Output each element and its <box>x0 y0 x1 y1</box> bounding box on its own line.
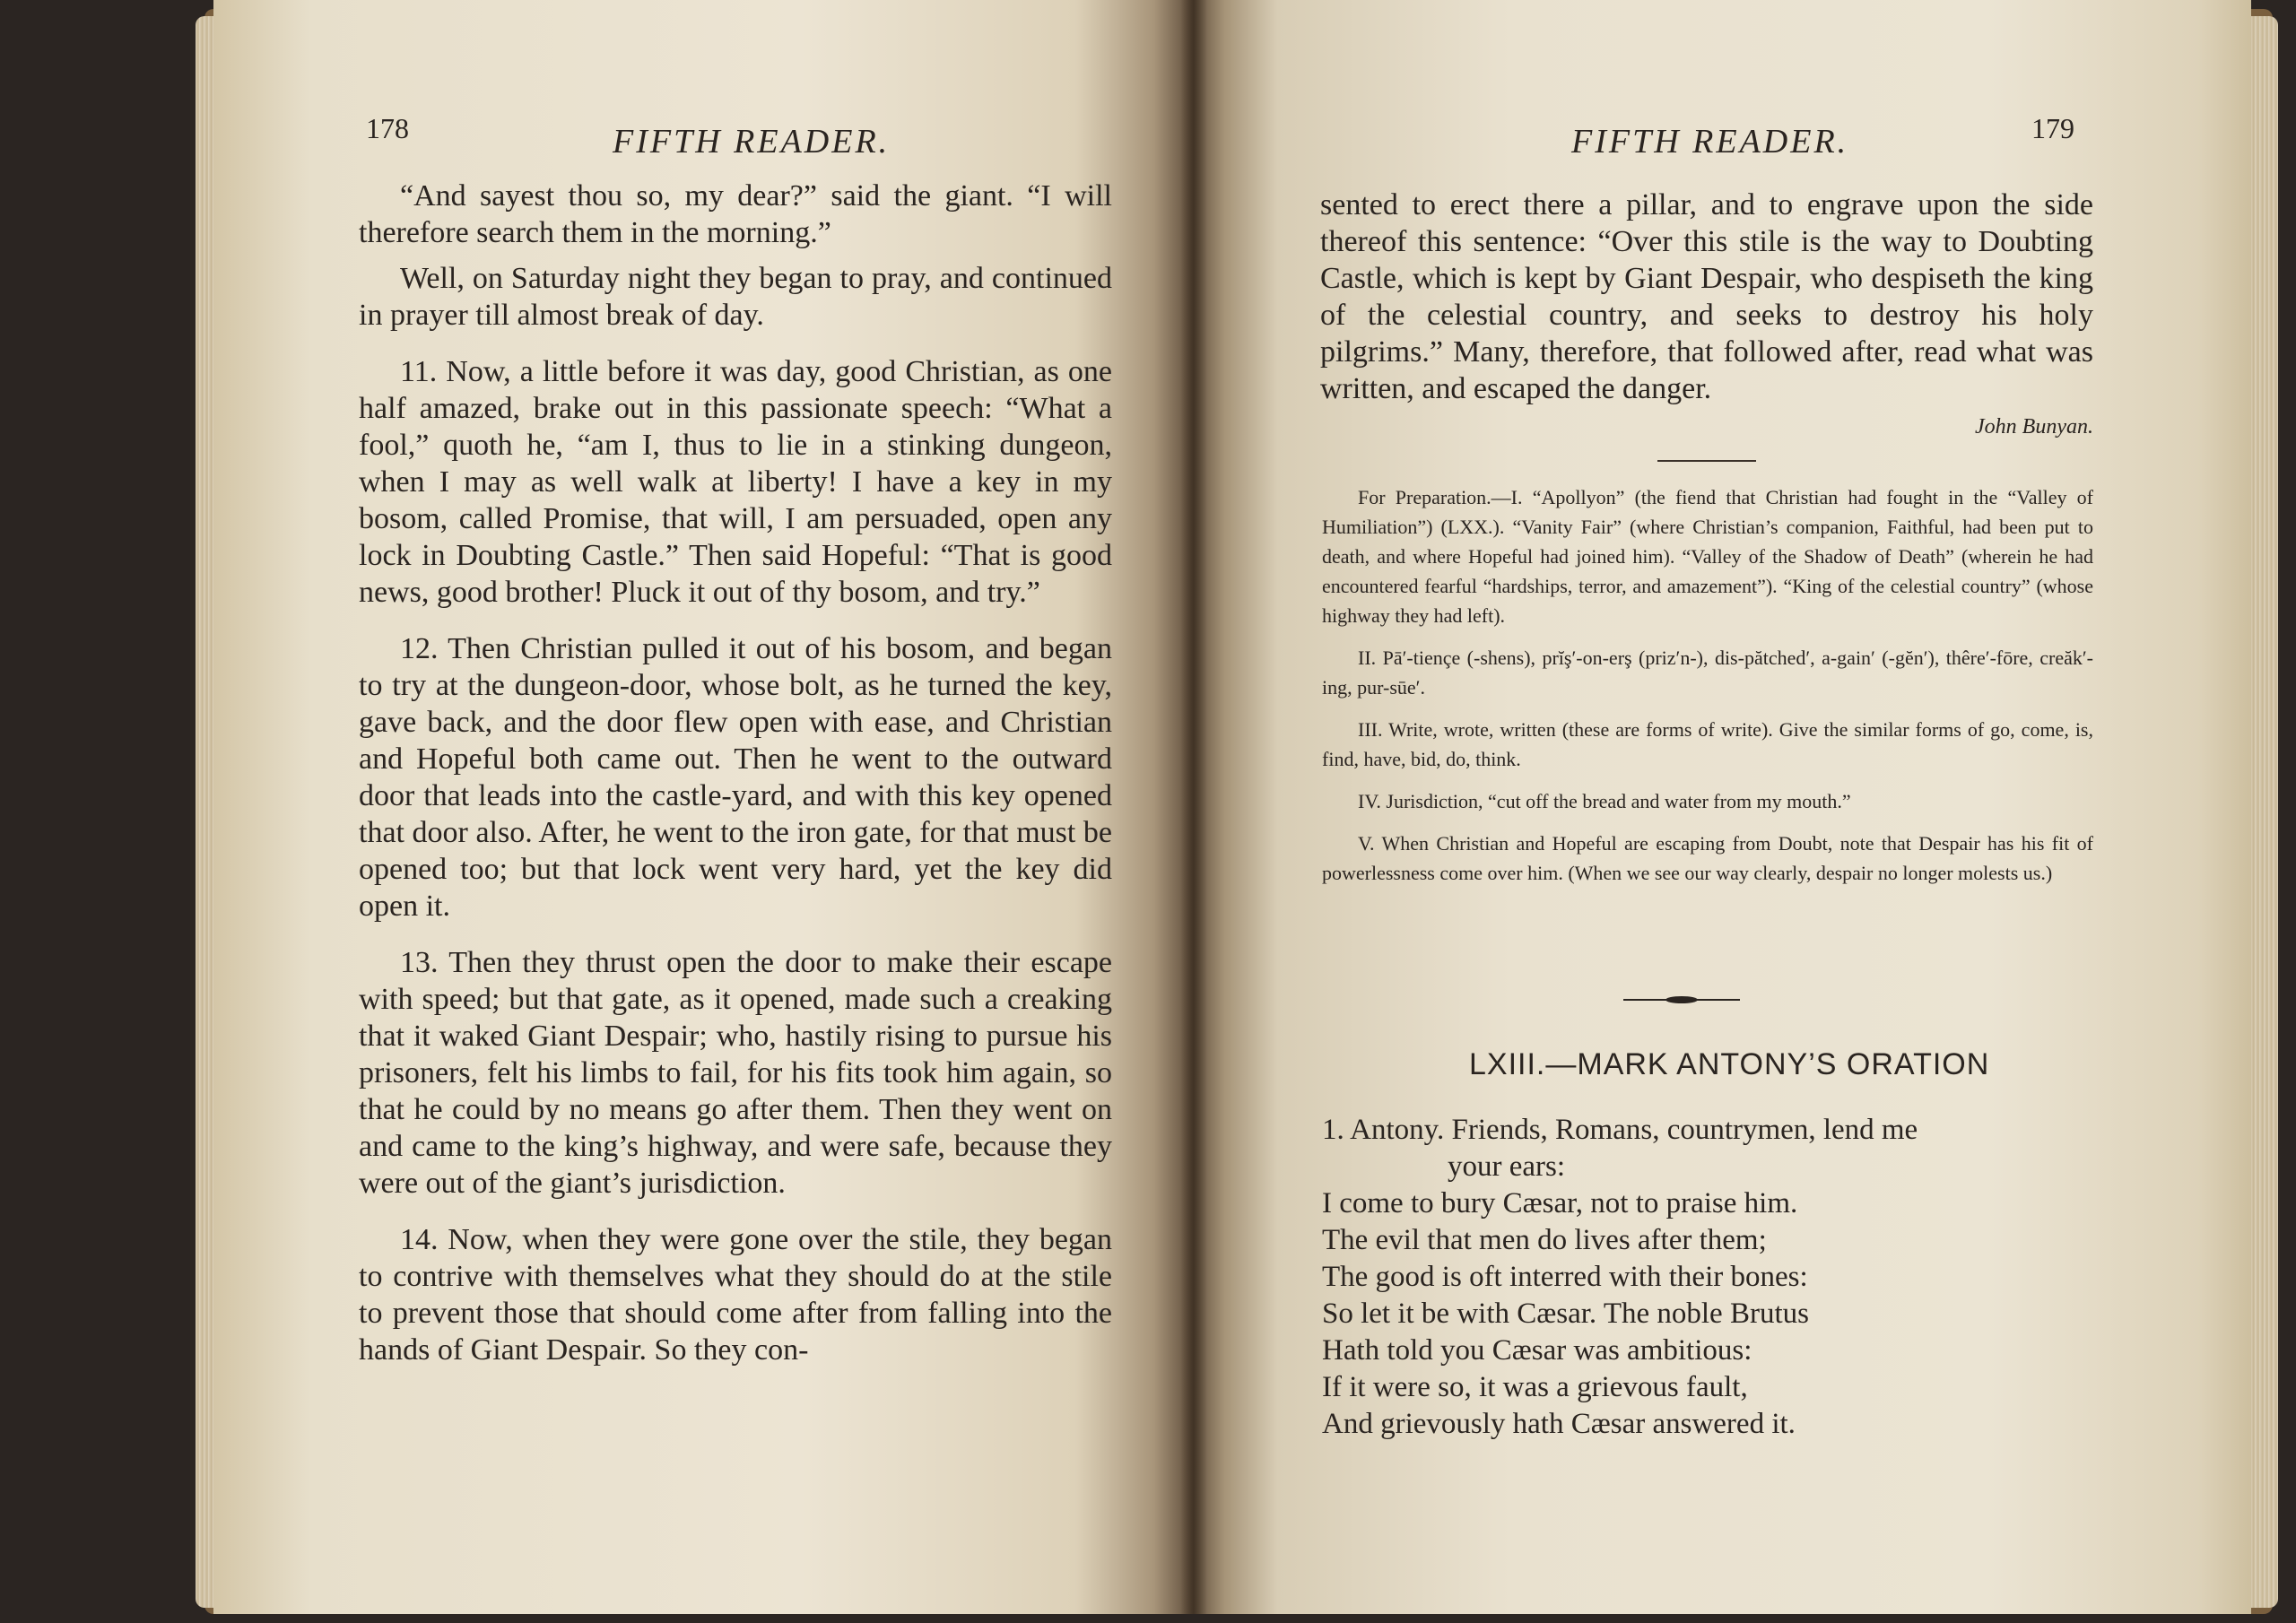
paragraph: “And sayest thou so, my dear?” said the giant. “I will therefore search them in the morning.” <box>359 179 1112 249</box>
verse-line: And grievously hath Cæsar answered it. <box>1322 1408 1796 1440</box>
note-item: IV. Jurisdiction, “cut off the bread and water from my mouth.” <box>1358 790 1851 812</box>
ornament-rule <box>1623 994 1740 1006</box>
divider <box>1657 460 1756 462</box>
note-item: III. Write, wrote, written (these are forms of write). Give the similar forms of go, come, is, find, have, bid, do, think. <box>1322 718 2093 770</box>
verse-line: your ears: <box>1448 1150 1566 1183</box>
verse-line: 1. Antony. Friends, Romans, countrymen, lend me <box>1322 1114 1918 1146</box>
verse-line: The good is oft interred with their bones: <box>1322 1261 1808 1293</box>
verse-line: The evil that men do lives after them; <box>1322 1224 1767 1256</box>
note-item: V. When Christian and Hopeful are escaping from Doubt, note that Despair has his fit of powerlessness come over him. (When we see our way clearly, despair no longer molests us.) <box>1322 832 2093 884</box>
paragraph: sented to erect there a pillar, and to engrave upon the side thereof this sentence: “Over this stile is the way to Doubting Castle, which is kept by Giant Despair, who despiseth the king of the celestial country, and seeks to destroy his holy pilgrims.” Many, therefore, that followed after, read what was written, and escaped the danger. <box>1320 188 2093 405</box>
note-item: For Preparation.—I. “Apollyon” (the fiend that Christian had fought in the “Valley of Humiliation”) (LXX.). “Vanity Fair” (where Christian’s companion, Faithful, had been put to death, and where Hopeful had joined him). “Valley of the Shadow of Death” (wherein he had encountered fearful “hardships, terror, and amazement”). “King of the celestial country” (whose highway they had left). <box>1322 486 2093 627</box>
left-page <box>213 0 1193 1614</box>
paragraph: 12. Then Christian pulled it out of his bosom, and began to try at the dungeon-door, whose bolt, as he turned the key, gave back, and the door flew open with ease, and Christian and Hopeful both came out. Then he went to the outward door that leads into the castle-yard, and with this key opened that door also. After, he went to the iron gate, for that must be opened too; but that lock went very hard, yet the key did open it. <box>359 632 1112 923</box>
section-title: LXIII.—MARK ANTONY’S ORATION <box>1469 1047 1990 1081</box>
paragraph: Well, on Saturday night they began to pray, and continued in prayer till almost break of day. <box>359 262 1112 332</box>
left-page-body <box>359 178 1112 1368</box>
preparation-notes <box>1322 482 2093 900</box>
paragraph: 13. Then they thrust open the door to make their escape with speed; but that gate, as it opened, made such a creaking that it waked Giant Despair; who, hastily rising to pursue his prisoners, felt his limbs to fail, for his fits took him again, so that he could by no means go after them. Then they went on and came to the king’s highway, and were safe, because they were out of the giant’s jurisdiction. <box>359 946 1112 1200</box>
note-item: II. Pā′-tiençe (-shens), prĭş′-on-erş (priz′n-), dis-pătched′, a-gain′ (-gĕn′), thêre′-fōre, creăk′-ing, pur-sūe′. <box>1322 647 2093 699</box>
right-page-number: 179 <box>2031 112 2074 144</box>
right-page-body <box>1320 187 2093 462</box>
book-gutter <box>1180 0 1207 1614</box>
right-running-head: FIFTH READER. <box>1571 123 1849 161</box>
verse-line: If it were so, it was a grievous fault, <box>1322 1371 1748 1403</box>
left-running-head: FIFTH READER. <box>613 123 891 161</box>
author-credit: John Bunyan. <box>1975 415 2093 438</box>
verse-line: I come to bury Cæsar, not to praise him. <box>1322 1187 1798 1219</box>
left-page-number: 178 <box>366 112 409 144</box>
paragraph: 11. Now, a little before it was day, good Christian, as one half amazed, brake out in this passionate speech: “What a fool,” quoth he, “am I, thus to lie in a stinking dungeon, when I may as well walk at liberty! I have a key in my bosom, called Promise, that will, I am persuaded, open any lock in Doubting Castle.” Then said Hopeful: “That is good news, good brother! Pluck it out of thy bosom, and try.” <box>359 355 1112 609</box>
verse-line: Hath told you Cæsar was ambitious: <box>1322 1334 1752 1367</box>
paragraph: 14. Now, when they were gone over the stile, they began to contrive with themselves what they should do at the stile to prevent those that should come after from falling into the hands of Giant Despair. So they con- <box>359 1223 1112 1367</box>
verse-line: So let it be with Cæsar. The noble Brutus <box>1322 1298 1809 1330</box>
oration-verse <box>1322 1112 2093 1443</box>
